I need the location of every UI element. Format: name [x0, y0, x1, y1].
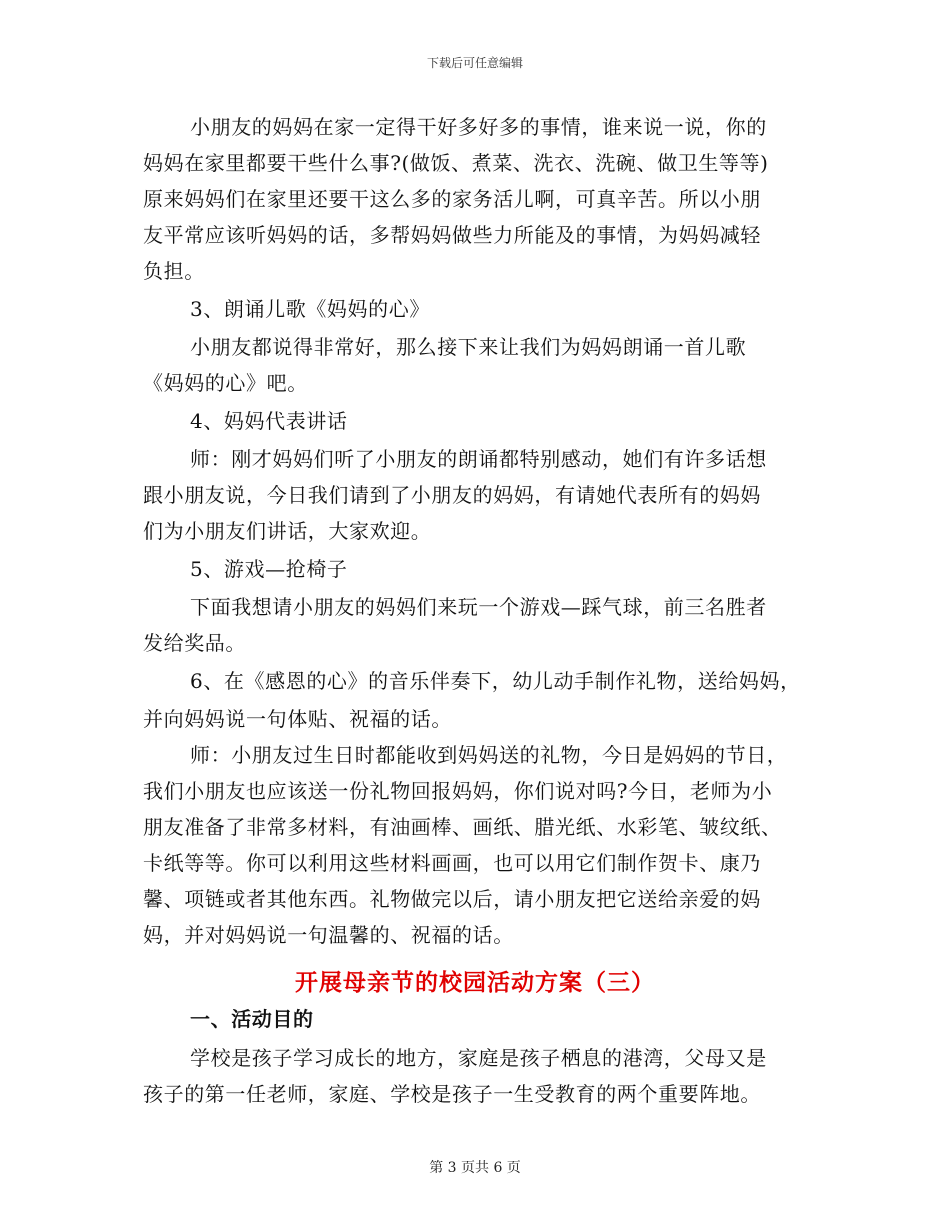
- page-header: 下载后可任意编辑: [426, 56, 523, 70]
- body-line: 《妈妈的心》吧。: [143, 371, 308, 395]
- section-heading-4: 4、妈妈代表讲话: [190, 409, 348, 433]
- body-line: 我们小朋友也应该送一份礼物回报妈妈，你们说对吗?今日，老师为小: [143, 779, 773, 803]
- section-heading-3: 3、朗诵儿歌《妈妈的心》: [190, 297, 430, 321]
- body-line: 馨、项链或者其他东西。礼物做完以后，请小朋友把它送给亲爱的妈: [143, 887, 761, 911]
- body-line: 并向妈妈说一句体贴、祝福的话。: [143, 707, 452, 731]
- body-line: 们为小朋友们讲话，大家欢迎。: [143, 519, 432, 543]
- section-heading-6: 6、在《感恩的心》的音乐伴奏下，幼儿动手制作礼物，送给妈妈，: [190, 669, 801, 693]
- body-line: 妈妈在家里都要干些什么事?(做饭、煮菜、洗衣、洗碗、做卫生等等): [143, 151, 769, 175]
- body-line: 朋友准备了非常多材料，有油画棒、画纸、腊光纸、水彩笔、皱纹纸、: [143, 815, 782, 839]
- section-heading-objectives: 一、活动目的: [190, 1007, 314, 1031]
- body-line: 下面我想请小朋友的妈妈们来玩一个游戏—踩气球，前三名胜者: [190, 595, 767, 619]
- document-title: 开展母亲节的校园活动方案（三）: [295, 969, 655, 996]
- body-line: 跟小朋友说，今日我们请到了小朋友的妈妈，有请她代表所有的妈妈: [143, 483, 761, 507]
- body-line: 妈，并对妈妈说一句温馨的、祝福的话。: [143, 923, 514, 947]
- body-line: 学校是孩子学习成长的地方，家庭是孩子栖息的港湾，父母又是: [190, 1046, 767, 1070]
- page-footer: 第 3 页共 6 页: [429, 1160, 521, 1176]
- body-line: 师：刚才妈妈们听了小朋友的朗诵都特别感动，她们有许多话想: [190, 447, 767, 471]
- body-line: 友平常应该听妈妈的话，多帮妈妈做些力所能及的事情，为妈妈减轻: [143, 223, 761, 247]
- body-line: 小朋友的妈妈在家一定得干好多好多的事情，谁来说一说，你的: [190, 115, 767, 139]
- body-line: 孩子的第一任老师，家庭、学校是孩子一生受教育的两个重要阵地。: [143, 1082, 761, 1106]
- body-line: 卡纸等等。你可以利用这些材料画画，也可以用它们制作贺卡、康乃: [143, 851, 761, 875]
- body-line: 发给奖品。: [143, 631, 246, 655]
- section-heading-5: 5、游戏—抢椅子: [190, 557, 348, 581]
- body-line: 小朋友都说得非常好，那么接下来让我们为妈妈朗诵一首儿歌: [190, 335, 747, 359]
- body-line: 负担。: [143, 259, 205, 283]
- body-line: 师：小朋友过生日时都能收到妈妈送的礼物，今日是妈妈的节日，: [190, 743, 788, 767]
- body-line: 原来妈妈们在家里还要干这么多的家务活儿啊，可真辛苦。所以小朋: [143, 187, 761, 211]
